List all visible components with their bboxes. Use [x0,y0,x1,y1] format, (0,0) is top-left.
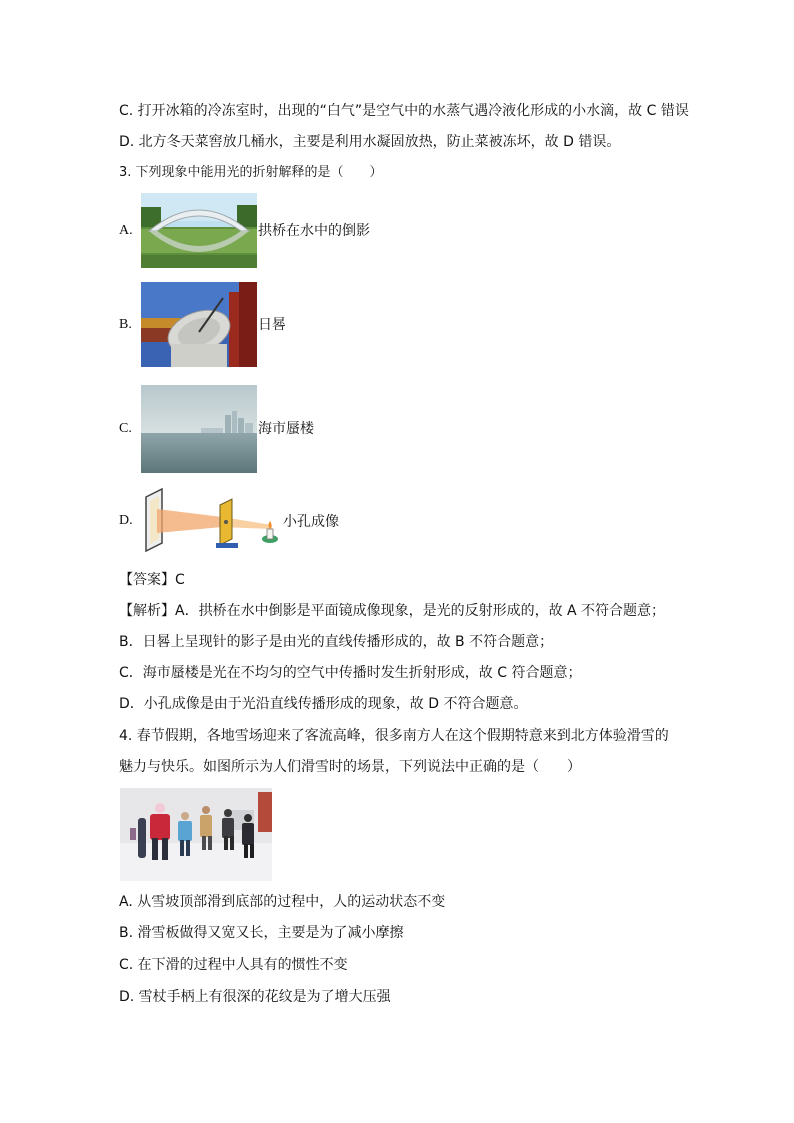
q3-option-d-label: D. [119,513,133,528]
sundial-image [141,282,257,367]
q3-analysis-b: B．日晷上呈现针的影子是由光的直线传播形成的，故 B 不符合题意； [119,634,554,650]
q4-option-d: D. 雪杖手柄上有很深的花纹是为了增大压强 [119,989,391,1005]
pinhole-imaging-image [140,487,282,553]
q3-option-b-label: B. [119,317,132,332]
q3-analysis-a: 【解析】A．拱桥在水中倒影是平面镜成像现象，是光的反射形成的，故 A 不符合题意； [119,603,666,619]
q3-analysis-c: C．海市蜃楼是光在不均匀的空气中传播时发生折射形成，故 C 符合题意； [119,665,582,681]
mirage-image [141,385,257,473]
q3-option-b-caption: 日晷 [258,317,286,333]
q3-stem: 3. 下列现象中能用光的折射解释的是（ ） [119,165,383,180]
skiing-scene-image [120,788,272,881]
q2-option-c-text: C. 打开冰箱的冷冻室时，出现的“白气”是空气中的水蒸气遇冷液化形成的小水滴，故 C 错误 [119,103,689,119]
q4-option-b: B. 滑雪板做得又宽又长，主要是为了减小摩擦 [119,925,404,941]
q3-answer: 【答案】C [119,572,185,588]
arch-bridge-reflection-image [141,193,257,268]
q4-option-a: A. 从雪坡顶部滑到底部的过程中，人的运动状态不变 [119,894,446,910]
q3-option-a-label: A. [119,223,133,238]
q2-option-d-text: D. 北方冬天菜窖放几桶水，主要是利用水凝固放热，防止菜被冻坏，故 D 错误。 [119,134,621,150]
q4-stem-line1: 4. 春节假期，各地雪场迎来了客流高峰，很多南方人在这个假期特意来到北方体验滑雪的 [119,728,669,744]
q3-option-c-label: C. [119,421,132,436]
q3-option-d-caption: 小孔成像 [283,514,339,530]
q4-stem-line2: 魅力与快乐。如图所示为人们滑雪时的场景，下列说法中正确的是（ ） [119,759,581,775]
q3-option-a-caption: 拱桥在水中的倒影 [258,223,370,239]
q4-option-c: C. 在下滑的过程中人具有的惯性不变 [119,957,348,973]
q3-analysis-d: D．小孔成像是由于光沿直线传播形成的现象，故 D 不符合题意。 [119,696,528,712]
q3-option-c-caption: 海市蜃楼 [258,421,314,437]
